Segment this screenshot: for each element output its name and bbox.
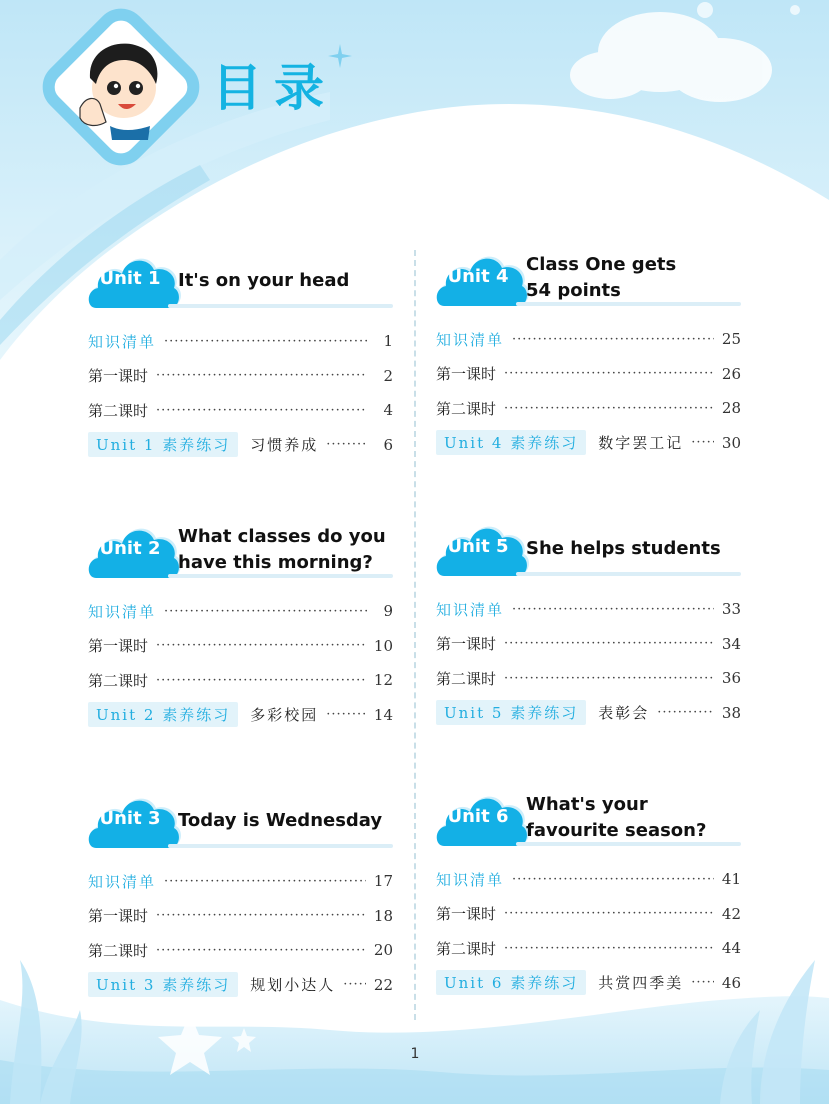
toc-entry-page: 34 (721, 634, 741, 653)
toc-entry-page: 4 (383, 401, 393, 420)
unit-title-line: What's your (526, 794, 648, 815)
unit-section (436, 782, 741, 997)
unit-badge-label: Unit 3 (99, 808, 161, 829)
column-divider (414, 250, 416, 1020)
toc-list (436, 862, 741, 1000)
toc-practice-entry[interactable] (436, 426, 741, 461)
toc-practice-entry[interactable] (88, 968, 393, 1003)
unit-badge-label: Unit 2 (99, 538, 161, 559)
toc-entry-page: 6 (383, 435, 393, 454)
unit-badge-label: Unit 6 (447, 806, 509, 827)
practice-tag: Unit 2 素养练习 (88, 702, 238, 727)
leader-dots (504, 401, 714, 416)
toc-list (88, 594, 393, 732)
toc-entry-label: 第二课时 (436, 399, 497, 418)
practice-tag: Unit 4 素养练习 (436, 430, 586, 455)
toc-entry-page: 20 (373, 941, 393, 960)
toc-entry[interactable] (436, 661, 741, 696)
toc-entry[interactable] (88, 933, 393, 968)
toc-entry-label: 第二课时 (436, 669, 497, 688)
toc-entry-page: 2 (383, 366, 393, 385)
toc-entry[interactable] (88, 864, 393, 899)
sparkle-icon (326, 42, 354, 70)
toc-entry-label: 第二课时 (88, 401, 149, 420)
toc-entry-label: 知识清单 (88, 872, 157, 891)
header-underline (516, 302, 741, 306)
leader-dots (326, 707, 366, 722)
unit-section (88, 784, 393, 999)
toc-entry[interactable] (88, 663, 393, 698)
unit-header (436, 512, 741, 584)
unit-title-line: It's on your head (178, 270, 350, 291)
toc-entry[interactable] (436, 931, 741, 966)
unit-title (526, 792, 706, 844)
unit-badge-label: Unit 4 (447, 266, 509, 287)
toc-entry-page: 36 (721, 669, 741, 688)
toc-entry[interactable] (436, 322, 741, 357)
toc-practice-entry[interactable] (88, 428, 393, 463)
page-title: 目录 (212, 59, 336, 117)
unit-title-line: 54 points (526, 280, 621, 301)
toc-entry[interactable] (88, 594, 393, 629)
toc-entry-label: 第一课时 (436, 905, 497, 924)
leader-dots (156, 638, 366, 653)
practice-tag: Unit 3 素养练习 (88, 972, 238, 997)
toc-entry-page: 44 (721, 939, 741, 958)
unit-badge-label: Unit 1 (99, 268, 161, 289)
boy-mascot-icon (66, 30, 176, 140)
toc-entry[interactable] (436, 592, 741, 627)
toc-entry-label: 第一课时 (88, 367, 149, 386)
leader-dots (504, 636, 714, 651)
practice-subtitle: 表彰会 (598, 704, 650, 723)
leader-dots (164, 604, 367, 619)
toc-entry-label: 知识清单 (88, 602, 157, 621)
toc-entry-page: 46 (721, 973, 741, 992)
unit-header (88, 244, 393, 316)
toc-entry-label: 第二课时 (88, 671, 149, 690)
toc-entry[interactable] (88, 393, 393, 428)
toc-entry-page: 33 (721, 600, 741, 619)
toc-list (436, 322, 741, 460)
header-underline (168, 574, 393, 578)
leader-dots (512, 602, 714, 617)
unit-section (436, 242, 741, 457)
toc-entry[interactable] (436, 627, 741, 662)
toc-list (88, 324, 393, 462)
unit-section (88, 244, 393, 459)
toc-entry[interactable] (436, 897, 741, 932)
toc-entry-page: 30 (721, 433, 741, 452)
leader-dots (164, 334, 367, 349)
leader-dots (691, 435, 714, 450)
toc-entry-label: 知识清单 (88, 332, 157, 351)
practice-subtitle: 规划小达人 (250, 976, 336, 995)
unit-header (88, 784, 393, 856)
leader-dots (512, 332, 714, 347)
toc-entry-label: 第二课时 (436, 939, 497, 958)
leader-dots (504, 671, 714, 686)
unit-title-line: have this morning? (178, 552, 373, 573)
toc-entry-label: 第一课时 (88, 907, 149, 926)
toc-entry-page: 25 (721, 330, 741, 349)
header-underline (516, 842, 741, 846)
practice-tag: Unit 6 素养练习 (436, 970, 586, 995)
toc-entry[interactable] (436, 391, 741, 426)
practice-subtitle: 多彩校园 (250, 706, 319, 725)
leader-dots (657, 705, 714, 720)
toc-entry-page: 1 (383, 332, 393, 351)
header-underline (168, 304, 393, 308)
toc-entry-label: 第二课时 (88, 941, 149, 960)
unit-title-line: Class One gets (526, 254, 677, 275)
toc-entry[interactable] (88, 629, 393, 664)
toc-list (436, 592, 741, 730)
header-underline (168, 844, 393, 848)
toc-entry[interactable] (436, 862, 741, 897)
toc-entry-page: 26 (721, 364, 741, 383)
leader-dots (156, 943, 366, 958)
leader-dots (156, 673, 366, 688)
leader-dots (512, 872, 714, 887)
toc-entry-label: 第一课时 (436, 635, 497, 654)
unit-title (178, 808, 382, 834)
unit-section (436, 512, 741, 727)
toc-entry-page: 38 (721, 703, 741, 722)
toc-entry[interactable] (88, 359, 393, 394)
toc-entry-page: 18 (373, 906, 393, 925)
unit-title-line: favourite season? (526, 820, 707, 841)
leader-dots (504, 906, 714, 921)
toc-entry-label: 第一课时 (436, 365, 497, 384)
toc-entry-page: 28 (721, 399, 741, 418)
unit-title-line: What classes do you (178, 526, 386, 547)
page-number: 1 (410, 1046, 420, 1062)
leader-dots (156, 908, 366, 923)
toc-practice-entry[interactable] (88, 698, 393, 733)
practice-subtitle: 共赏四季美 (598, 974, 684, 993)
toc-entry-page: 12 (373, 671, 393, 690)
toc-entry[interactable] (436, 357, 741, 392)
unit-header (436, 242, 741, 314)
practice-subtitle: 习惯养成 (250, 436, 319, 455)
header-underline (516, 572, 741, 576)
leader-dots (504, 366, 714, 381)
toc-entry-page: 10 (373, 636, 393, 655)
toc-entry-label: 知识清单 (436, 600, 505, 619)
toc-entry-page: 9 (383, 602, 393, 621)
toc-entry-page: 14 (373, 705, 393, 724)
leader-dots (343, 977, 366, 992)
toc-entry-page: 42 (721, 904, 741, 923)
unit-title (178, 268, 349, 294)
leader-dots (326, 437, 367, 452)
toc-entry-page: 41 (721, 870, 741, 889)
toc-practice-entry[interactable] (436, 696, 741, 731)
unit-title-line: Today is Wednesday (178, 810, 383, 831)
toc-entry-label: 知识清单 (436, 870, 505, 889)
unit-title (526, 252, 676, 304)
unit-section (88, 514, 393, 729)
toc-entry-label: 第一课时 (88, 637, 149, 656)
toc-list (88, 864, 393, 1002)
toc-practice-entry[interactable] (436, 966, 741, 1001)
toc-entry[interactable] (88, 324, 393, 359)
leader-dots (691, 975, 714, 990)
toc-entry[interactable] (88, 899, 393, 934)
unit-badge-label: Unit 5 (447, 536, 509, 557)
toc-entry-page: 17 (373, 872, 393, 891)
leader-dots (156, 403, 367, 418)
practice-tag: Unit 5 素养练习 (436, 700, 586, 725)
unit-title (178, 524, 386, 576)
unit-title (526, 536, 721, 562)
toc-entry-page: 22 (373, 975, 393, 994)
unit-title-line: She helps students (526, 538, 721, 559)
practice-subtitle: 数字罢工记 (598, 434, 684, 453)
toc-entry-label: 知识清单 (436, 330, 505, 349)
unit-header (88, 514, 393, 586)
leader-dots (156, 368, 367, 383)
leader-dots (164, 874, 366, 889)
practice-tag: Unit 1 素养练习 (88, 432, 238, 457)
leader-dots (504, 941, 714, 956)
unit-header (436, 782, 741, 854)
